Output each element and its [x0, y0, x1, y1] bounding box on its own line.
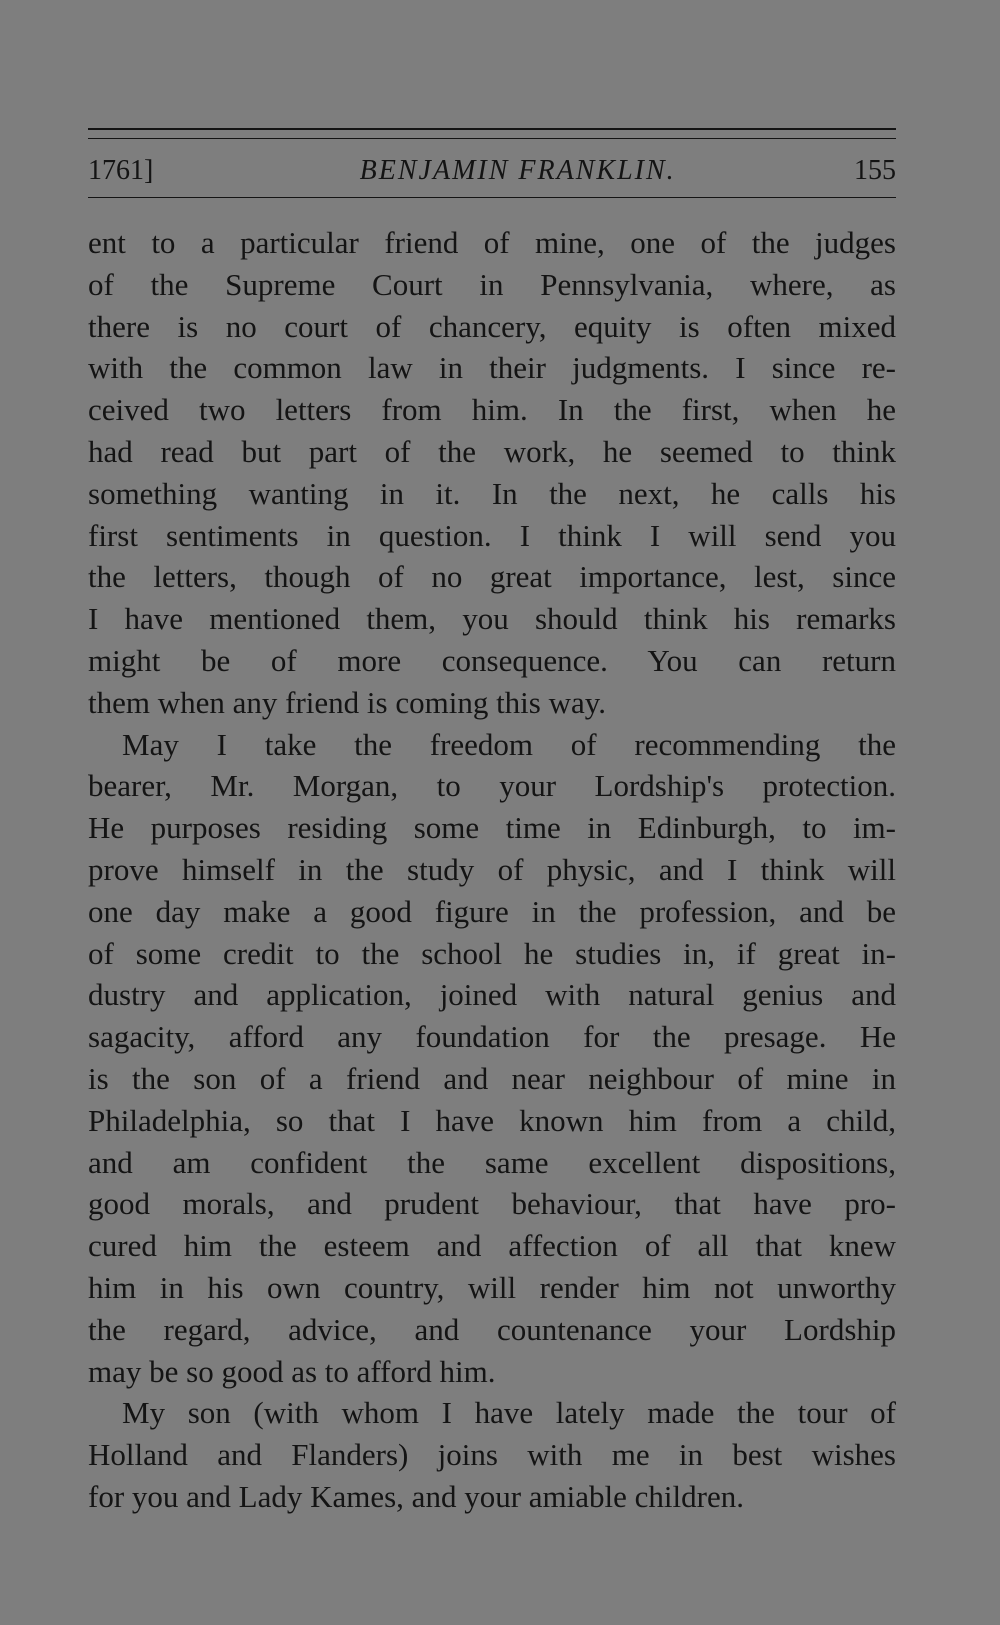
text-line: them when any friend is coming this way.	[88, 684, 606, 720]
text-line: him in his own country, will render him not unworthy	[88, 1269, 896, 1305]
text-line: prove himself in the study of physic, and I think will	[88, 851, 896, 887]
text-line: My son (with whom I have lately made the tour of	[122, 1395, 896, 1431]
body-text	[88, 222, 896, 1518]
text-line: cured him the esteem and affection of all that knew	[88, 1228, 896, 1264]
text-line: good morals, and prudent behaviour, that have pro-	[88, 1186, 896, 1222]
text-line: one day make a good figure in the profession, and be	[88, 893, 896, 929]
book-page	[88, 128, 896, 1518]
text-line: of the Supreme Court in Pennsylvania, where, as	[88, 266, 896, 302]
paragraph	[88, 1392, 896, 1517]
text-line: might be of more consequence. You can return	[88, 642, 896, 678]
text-line: first sentiments in question. I think I will send you	[88, 517, 896, 553]
text-line: something wanting in it. In the next, he calls his	[88, 475, 896, 511]
text-line: there is no court of chancery, equity is often mixed	[88, 308, 896, 344]
text-line: Philadelphia, so that I have known him from a child,	[88, 1102, 896, 1138]
text-line: had read but part of the work, he seemed to think	[88, 433, 896, 469]
running-head	[88, 139, 896, 197]
header-rule	[88, 197, 896, 198]
text-line: the regard, advice, and countenance your Lordship	[88, 1311, 896, 1347]
text-line: Holland and Flanders) joins with me in best wishes	[88, 1437, 896, 1473]
text-line: the letters, though of no great importance, lest, since	[88, 559, 896, 595]
text-line: ceived two letters from him. In the first, when he	[88, 392, 896, 428]
text-line: sagacity, afford any foundation for the presage. He	[88, 1019, 896, 1055]
paragraph	[88, 724, 896, 1393]
header-year: 1761]	[88, 155, 154, 186]
text-line: bearer, Mr. Morgan, to your Lordship's protection.	[88, 768, 896, 804]
text-line: dustry and application, joined with natural genius and	[88, 977, 896, 1013]
text-line: for you and Lady Kames, and your amiable children.	[88, 1478, 744, 1514]
header-title: BENJAMIN FRANKLIN.	[359, 155, 676, 186]
page-number: 155	[854, 155, 896, 186]
text-line: May I take the freedom of recommending the	[122, 726, 896, 762]
paragraph	[88, 222, 896, 724]
text-line: is the son of a friend and near neighbour of mine in	[88, 1060, 896, 1096]
text-line: and am confident the same excellent dispositions,	[88, 1144, 896, 1180]
text-line: I have mentioned them, you should think his remarks	[88, 601, 896, 637]
text-line: He purposes residing some time in Edinburgh, to im-	[88, 810, 896, 846]
text-line: ent to a particular friend of mine, one of the judges	[88, 225, 896, 260]
text-line: of some credit to the school he studies in, if great in-	[88, 935, 896, 971]
text-line: with the common law in their judgments. I since re-	[88, 350, 896, 386]
text-line: may be so good as to afford him.	[88, 1353, 496, 1389]
